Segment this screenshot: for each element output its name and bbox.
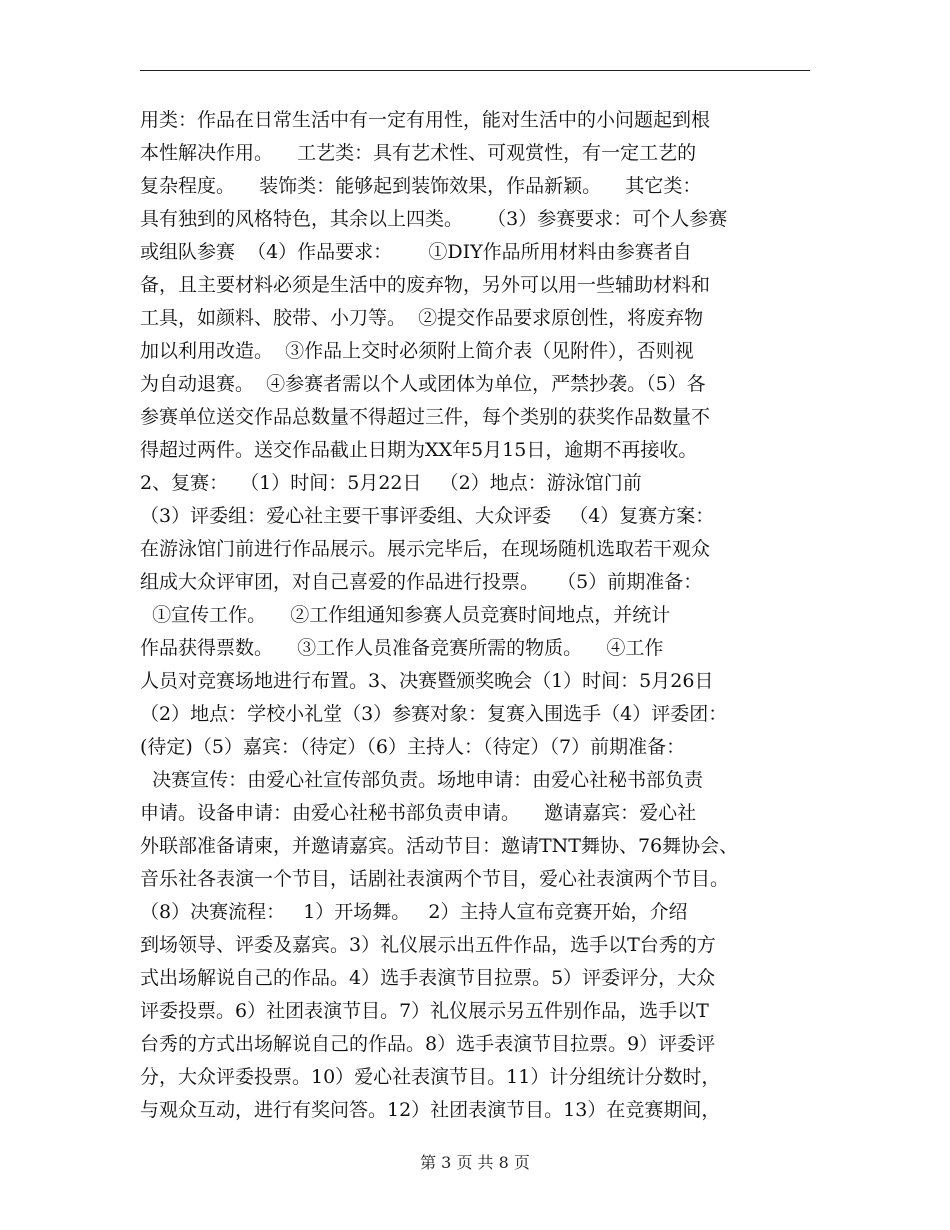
text-line: 音乐社各表演一个节目，话剧社表演两个节目，爱心社表演两个节目。 [140, 868, 730, 890]
text-line: 参赛单位送交作品总数量不得超过三件，每个类别的获奖作品数量不 [140, 406, 711, 428]
text-line: 加以利用改造。 ③作品上交时必须附上简介表（见附件），否则视 [140, 340, 694, 362]
text-line: （3）评委组：爱心社主要干事评委组、大众评委 （4）复赛方案： [140, 505, 715, 527]
text-line: 2、复赛： （1）时间：5月22日 （2）地点：游泳馆门前 [140, 472, 642, 494]
text-line: ①宣传工作。 ②工作组通知参赛人员竞赛时间地点，并统计 [140, 604, 671, 626]
text-line: 复杂程度。 装饰类：能够起到装饰效果，作品新颖。 其它类： [140, 175, 702, 197]
text-line: 用类：作品在日常生活中有一定有用性，能对生活中的小问题起到根 [140, 109, 711, 131]
text-line: 为自动退赛。 ④参赛者需以个人或团体为单位，严禁抄袭。（5）各 [140, 373, 706, 395]
text-line: 到场领导、评委及嘉宾。3）礼仪展示出五件作品，选手以T台秀的方 [140, 934, 716, 956]
text-line: 决赛宣传：由爱心社宣传部负责。场地申请：由爱心社秘书部负责 [140, 769, 704, 791]
text-line: 申请。设备申请：由爱心社秘书部负责申请。 邀请嘉宾：爱心社 [140, 802, 697, 824]
text-line: 备，且主要材料必须是生活中的废弃物，另外可以用一些辅助材料和 [140, 274, 711, 296]
text-line: 分，大众评委投票。10）爱心社表演节目。11）计分组统计分数时， [140, 1066, 721, 1088]
text-line: （8）决赛流程： 1）开场舞。 2）主持人宣布竞赛开始，介绍 [140, 901, 688, 923]
text-line: 与观众互动，进行有奖问答。12）社团表演节目。13）在竞赛期间， [140, 1099, 721, 1121]
text-line: 评委投票。6）社团表演节目。7）礼仪展示另五件别作品，选手以T [140, 1000, 709, 1022]
text-line: 本性解决作用。 工艺类：具有艺术性、可观赏性，有一定工艺的 [140, 142, 697, 164]
text-line: 台秀的方式出场解说自己的作品。8）选手表演节目拉票。9）评委评 [140, 1033, 716, 1055]
text-line: 式出场解说自己的作品。4）选手表演节目拉票。5）评委评分，大众 [140, 967, 716, 989]
text-line: 在游泳馆门前进行作品展示。展示完毕后，在现场随机选取若干观众 [140, 538, 711, 560]
text-line: 组成大众评审团，对自己喜爱的作品进行投票。 （5）前期准备： [140, 571, 703, 593]
text-line: 人员对竞赛场地进行布置。3、决赛暨颁奖晚会（1）时间：5月26日 [140, 670, 714, 692]
text-line: 工具，如颜料、胶带、小刀等。 ②提交作品要求原创性，将废弃物 [140, 307, 704, 329]
document-body [140, 104, 810, 1127]
text-line: 作品获得票数。 ③工作人员准备竞赛所需的物质。 ④工作 [140, 637, 664, 659]
page-number-footer: 第 3 页 共 8 页 [420, 1153, 530, 1172]
text-line: 外联部准备请柬，并邀请嘉宾。活动节目：邀请TNT舞协、76舞协会、 [140, 835, 739, 857]
text-line: 得超过两件。送交作品截止日期为XX年5月15日，逾期不再接收。 [140, 439, 698, 461]
header-rule [140, 70, 810, 71]
text-line: （2）地点：学校小礼堂（3）参赛对象：复赛入围选手（4）评委团： [140, 703, 728, 725]
text-line: 或组队参赛 （4）作品要求： ①DIY作品所用材料由参赛者自 [140, 241, 692, 263]
text-line: (待定)（5）嘉宾：（待定）（6）主持人：（待定）（7）前期准备： [140, 736, 686, 758]
text-line: 具有独到的风格特色，其余以上四类。 （3）参赛要求：可个人参赛 [140, 208, 728, 230]
